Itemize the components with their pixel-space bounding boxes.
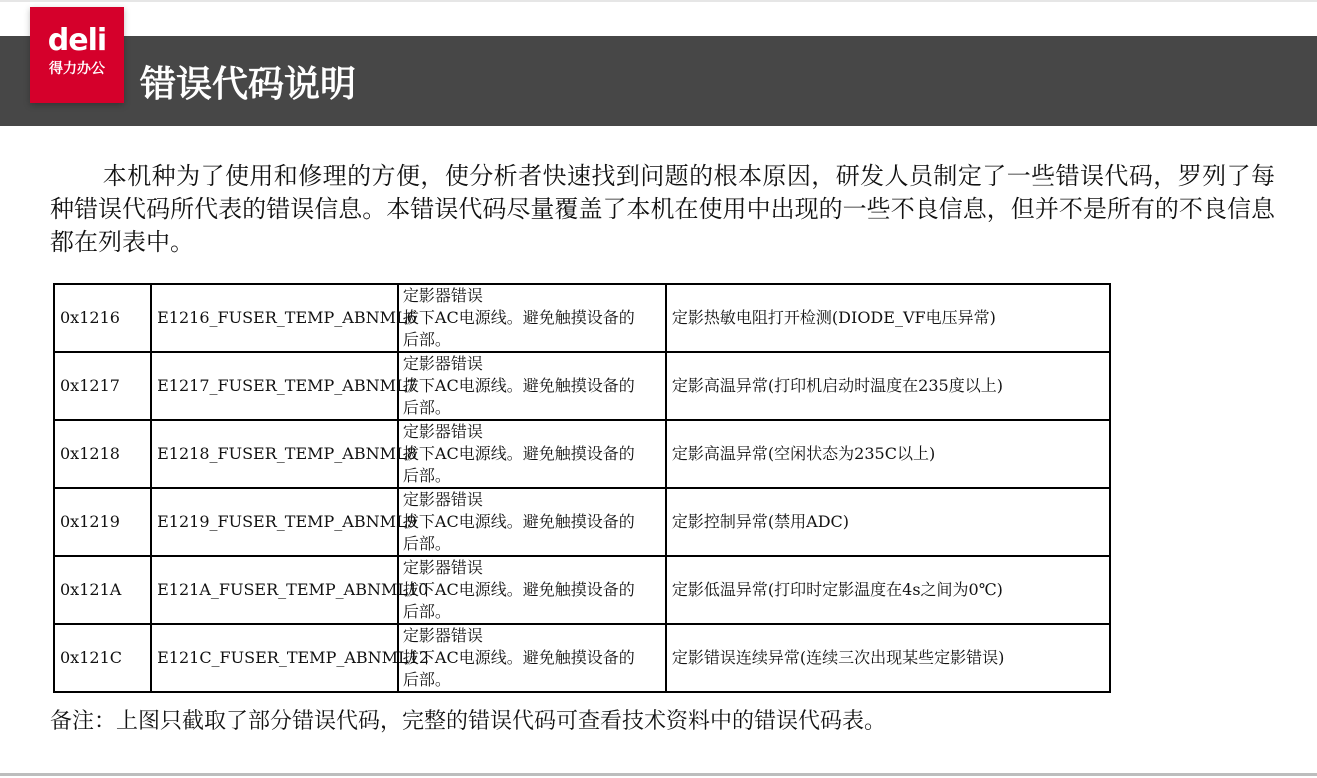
error-type-text: 定影器错误 <box>402 626 483 645</box>
top-divider <box>0 0 1317 2</box>
error-code-cell: 0x1219 <box>54 488 151 556</box>
error-action-tail-text: 后部。 <box>402 330 451 349</box>
table-row <box>54 556 1110 624</box>
error-action-text: 拔下AC电源线。避免触摸设备的 <box>402 648 635 667</box>
table-row <box>54 488 1110 556</box>
error-action-text: 拔下AC电源线。避免触摸设备的 <box>402 512 635 531</box>
table-row <box>54 284 1110 352</box>
error-action-tail-text: 后部。 <box>402 602 451 621</box>
error-name-cell: E1217_FUSER_TEMP_ABNML7 <box>151 352 398 420</box>
footnote: 备注：上图只截取了部分错误代码，完整的错误代码可查看技术资料中的错误代码表。 <box>50 709 887 734</box>
error-description-cell: 定影低温异常(打印时定影温度在4s之间为0℃) <box>666 556 1110 624</box>
error-description-cell: 定影热敏电阻打开检测(DIODE_VF电压异常) <box>666 284 1110 352</box>
error-type-action-cell <box>398 624 666 692</box>
error-code-cell: 0x1217 <box>54 352 151 420</box>
error-description-cell: 定影高温异常(空闲状态为235C以上) <box>666 420 1110 488</box>
logo-brand-text: deli <box>47 23 107 58</box>
error-description-cell: 定影高温异常(打印机启动时温度在235度以上) <box>666 352 1110 420</box>
error-action-text: 拔下AC电源线。避免触摸设备的 <box>402 444 635 463</box>
error-code-cell: 0x121A <box>54 556 151 624</box>
error-type-action-cell <box>398 352 666 420</box>
error-code-table-body <box>54 284 1110 692</box>
table-row <box>54 624 1110 692</box>
error-name-cell: E1218_FUSER_TEMP_ABNML8 <box>151 420 398 488</box>
error-type-text: 定影器错误 <box>402 490 483 509</box>
error-description-cell: 定影错误连续异常(连续三次出现某些定影错误) <box>666 624 1110 692</box>
error-type-text: 定影器错误 <box>402 422 483 441</box>
error-name-cell: E1219_FUSER_TEMP_ABNML9 <box>151 488 398 556</box>
error-type-action-cell <box>398 556 666 624</box>
error-action-tail-text: 后部。 <box>402 466 451 485</box>
error-action-text: 拔下AC电源线。避免触摸设备的 <box>402 308 635 327</box>
error-code-cell: 0x1218 <box>54 420 151 488</box>
error-code-table-container <box>52 283 1112 690</box>
error-action-tail-text: 后部。 <box>402 670 451 689</box>
error-type-action-cell <box>398 284 666 352</box>
error-type-action-cell <box>398 488 666 556</box>
error-action-tail-text: 后部。 <box>402 398 451 417</box>
intro-paragraph: 本机种为了使用和修理的方便，使分析者快速找到问题的根本原因，研发人员制定了一些错误代码，罗列了每种错误代码所代表的错误信息。本错误代码尽量覆盖了本机在使用中出现的一些不良信息，但并不是所有的不良信息都在列表中。 <box>50 162 1275 256</box>
error-description-cell: 定影控制异常(禁用ADC) <box>666 488 1110 556</box>
error-name-cell: E121A_FUSER_TEMP_ABNML10 <box>151 556 398 624</box>
error-name-cell: E1216_FUSER_TEMP_ABNML6 <box>151 284 398 352</box>
error-name-cell: E121C_FUSER_TEMP_ABNML12 <box>151 624 398 692</box>
logo-sub-text: 得力办公 <box>49 61 105 77</box>
error-code-cell: 0x121C <box>54 624 151 692</box>
error-code-cell: 0x1216 <box>54 284 151 352</box>
error-action-text: 拔下AC电源线。避免触摸设备的 <box>402 580 635 599</box>
error-type-action-cell <box>398 420 666 488</box>
page-title: 错误代码说明 <box>140 64 357 105</box>
error-type-text: 定影器错误 <box>402 354 483 373</box>
error-action-tail-text: 后部。 <box>402 534 451 553</box>
error-type-text: 定影器错误 <box>402 558 483 577</box>
header-bar <box>0 36 1317 126</box>
table-row <box>54 352 1110 420</box>
table-row <box>54 420 1110 488</box>
error-action-text: 拔下AC电源线。避免触摸设备的 <box>402 376 635 395</box>
error-type-text: 定影器错误 <box>402 286 483 305</box>
deli-logo <box>30 7 124 103</box>
bottom-divider <box>0 773 1317 776</box>
error-code-table <box>53 283 1111 693</box>
